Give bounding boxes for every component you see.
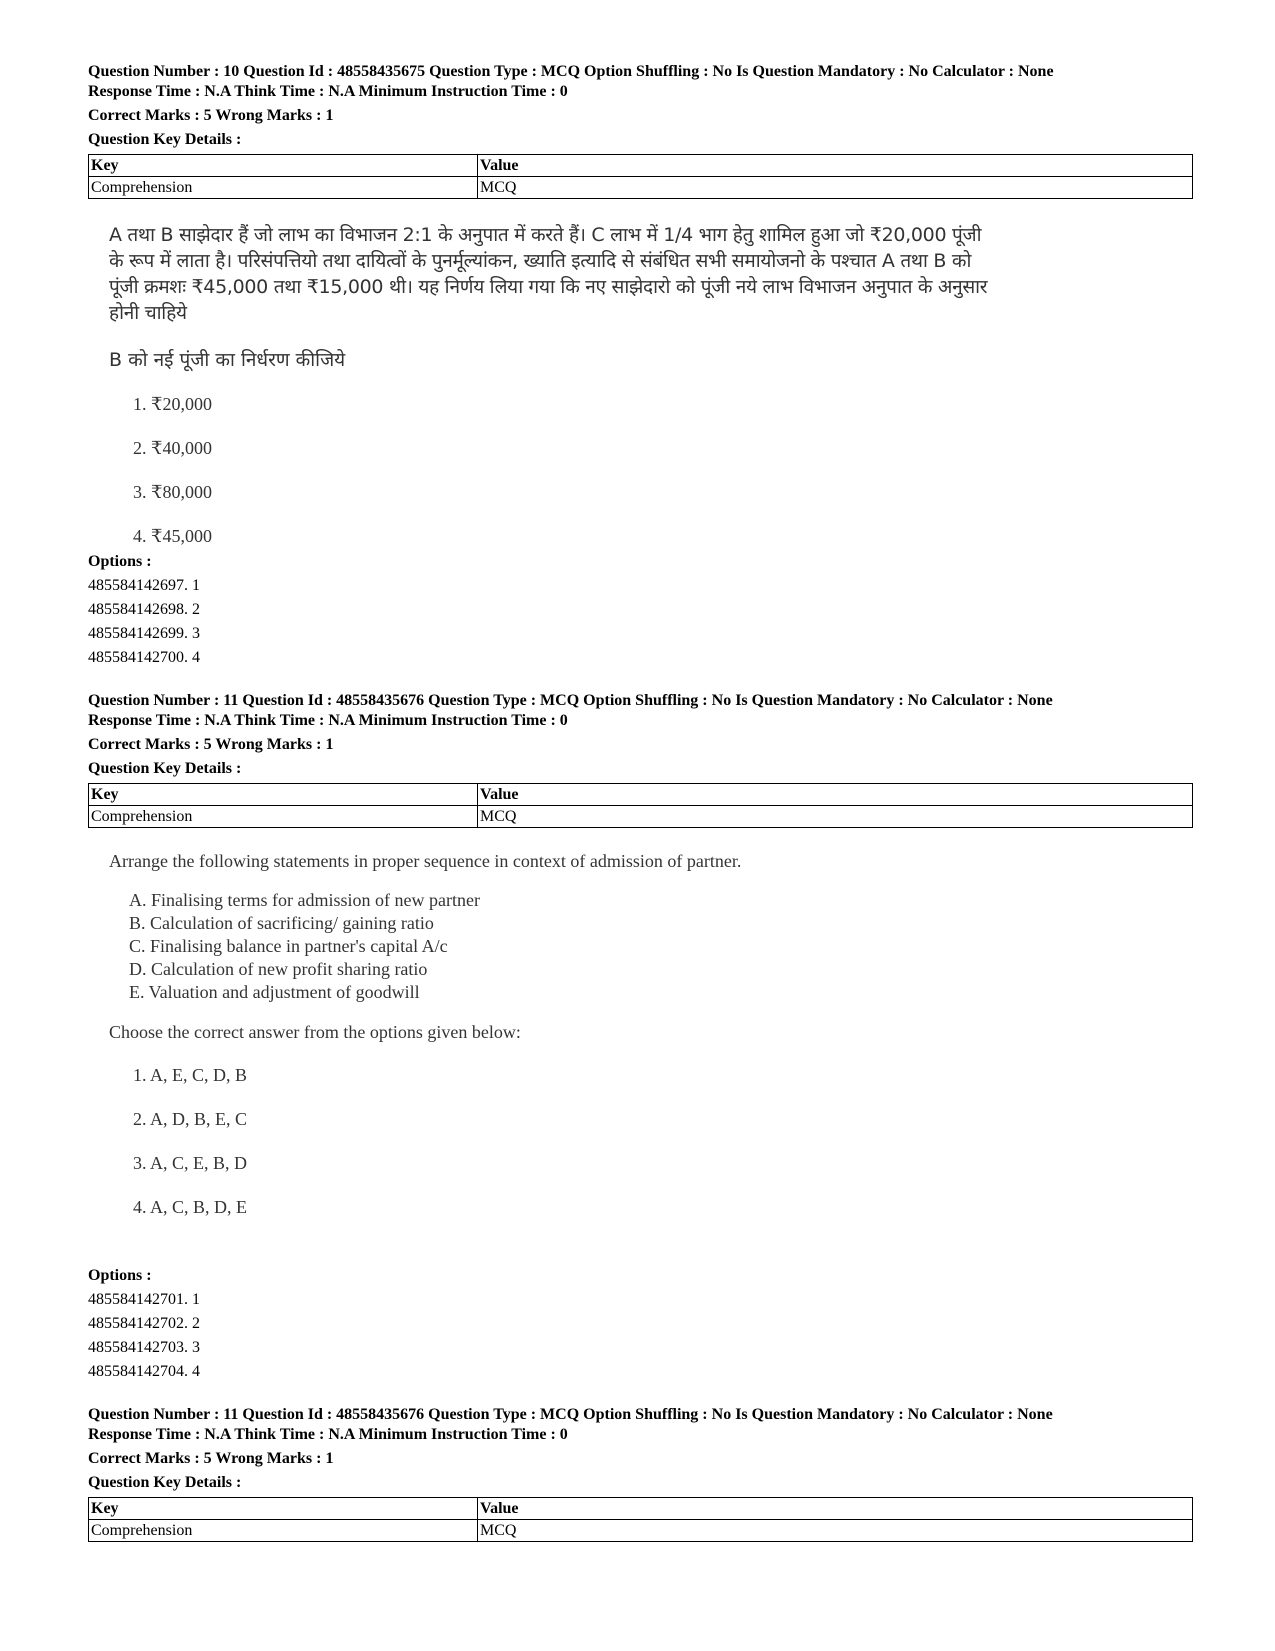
meta-line-1: Question Number : 11 Question Id : 48558435676 Question Type : MCQ Option Shuffling : No Is Question Mandatory : No Calculator : None (88, 692, 1053, 709)
question-11-options (88, 1262, 1193, 1384)
table-row (89, 806, 1193, 828)
question-meta (88, 691, 1193, 779)
question-text: B को नई पूंजी का निर्धरण कीजिये (109, 349, 346, 371)
header-value: Value (478, 784, 1193, 806)
meta-line-2: Response Time : N.A Think Time : N.A Minimum Instruction Time : 0 (88, 83, 568, 100)
table-header-row (89, 155, 1193, 177)
meta-line-2: Response Time : N.A Think Time : N.A Minimum Instruction Time : 0 (88, 1426, 568, 1443)
marks-line: Correct Marks : 5 Wrong Marks : 1 (88, 1450, 334, 1467)
meta-line-1: Question Number : 10 Question Id : 48558435675 Question Type : MCQ Option Shuffling : No Is Question Mandatory : No Calculator : None (88, 63, 1054, 80)
question-meta (88, 62, 1193, 150)
choice-item: 2. A, D, B, E, C (133, 1109, 248, 1129)
cell-key: Comprehension (89, 1520, 478, 1542)
table-header-row (89, 1498, 1193, 1520)
table-row (89, 177, 1193, 199)
option-id: 485584142697. 1 (88, 577, 200, 594)
choice-item: 4. ₹45,000 (133, 526, 212, 546)
marks-line: Correct Marks : 5 Wrong Marks : 1 (88, 736, 334, 753)
header-key: Key (89, 155, 478, 177)
choice-item: 3. A, C, E, B, D (133, 1153, 248, 1173)
header-key: Key (89, 1498, 478, 1520)
question-body (109, 222, 1193, 547)
meta-line-2: Response Time : N.A Think Time : N.A Minimum Instruction Time : 0 (88, 712, 568, 729)
choice-list (133, 1064, 1193, 1218)
key-details-table (88, 154, 1193, 199)
instruction-text: Choose the correct answer from the options given below: (109, 1022, 521, 1042)
choice-item: 3. ₹80,000 (133, 482, 212, 502)
question-11-block (88, 691, 1193, 1240)
choice-item: 1. ₹20,000 (133, 394, 212, 414)
question-10-options (88, 548, 1193, 670)
statement-item: A. Finalising terms for admission of new partner (129, 890, 480, 910)
statement-item: E. Valuation and adjustment of goodwill (129, 982, 420, 1002)
statement-item: C. Finalising balance in partner's capital A/c (129, 936, 448, 956)
options-list (88, 574, 1193, 670)
options-list (88, 1288, 1193, 1384)
choice-item: 1. A, E, C, D, B (133, 1065, 248, 1085)
option-id: 485584142699. 3 (88, 625, 200, 642)
statement-list (129, 889, 1193, 1004)
option-id: 485584142703. 3 (88, 1339, 200, 1356)
cell-value: MCQ (478, 806, 1193, 828)
options-label: Options : (88, 553, 152, 570)
cell-key: Comprehension (89, 806, 478, 828)
cell-value: MCQ (478, 177, 1193, 199)
key-details-label: Question Key Details : (88, 1474, 242, 1491)
passage-text: A तथा B साझेदार हैं जो लाभ का विभाजन 2:1 के अनुपात में करते हैं। C लाभ में 1/4 भाग हेतु शामिल हुआ जो ₹20,000 पूंजी के रूप में लाता है। परिसंपत्तियो तथा दायित्वों के पुनर्मूल्यांकन, ख्याति इत्यादि से संबंधित सभी समायोजनो के पश्चात A तथा B को पूंजी क्रमशः ₹45,000 तथा ₹15,000 थी। यह निर्णय लिया गया कि नए साझेदारो को पूंजी नये लाभ विभाजन अनुपात के अनुसार होनी चाहिये (109, 224, 988, 324)
key-details-label: Question Key Details : (88, 760, 242, 777)
question-meta (88, 1405, 1193, 1493)
choice-list (133, 393, 1193, 547)
option-id: 485584142701. 1 (88, 1291, 200, 1308)
table-row (89, 1520, 1193, 1542)
choice-item: 4. A, C, B, D, E (133, 1197, 248, 1217)
statement-item: D. Calculation of new profit sharing ratio (129, 959, 428, 979)
option-id: 485584142700. 4 (88, 649, 200, 666)
header-value: Value (478, 1498, 1193, 1520)
option-id: 485584142704. 4 (88, 1363, 200, 1380)
meta-line-1: Question Number : 11 Question Id : 48558435676 Question Type : MCQ Option Shuffling : No Is Question Mandatory : No Calculator : None (88, 1406, 1053, 1423)
choice-item: 2. ₹40,000 (133, 438, 212, 458)
question-10-block (88, 62, 1193, 569)
header-key: Key (89, 784, 478, 806)
option-id: 485584142702. 2 (88, 1315, 200, 1332)
question-11-repeat-block (88, 1405, 1193, 1542)
cell-value: MCQ (478, 1520, 1193, 1542)
header-value: Value (478, 155, 1193, 177)
key-details-table (88, 783, 1193, 828)
option-id: 485584142698. 2 (88, 601, 200, 618)
key-details-table (88, 1497, 1193, 1542)
options-label: Options : (88, 1267, 152, 1284)
marks-line: Correct Marks : 5 Wrong Marks : 1 (88, 107, 334, 124)
question-body (109, 851, 1193, 1218)
key-details-label: Question Key Details : (88, 131, 242, 148)
statement-item: B. Calculation of sacrificing/ gaining ratio (129, 913, 434, 933)
cell-key: Comprehension (89, 177, 478, 199)
table-header-row (89, 784, 1193, 806)
question-text: Arrange the following statements in proper sequence in context of admission of partner. (109, 851, 742, 871)
